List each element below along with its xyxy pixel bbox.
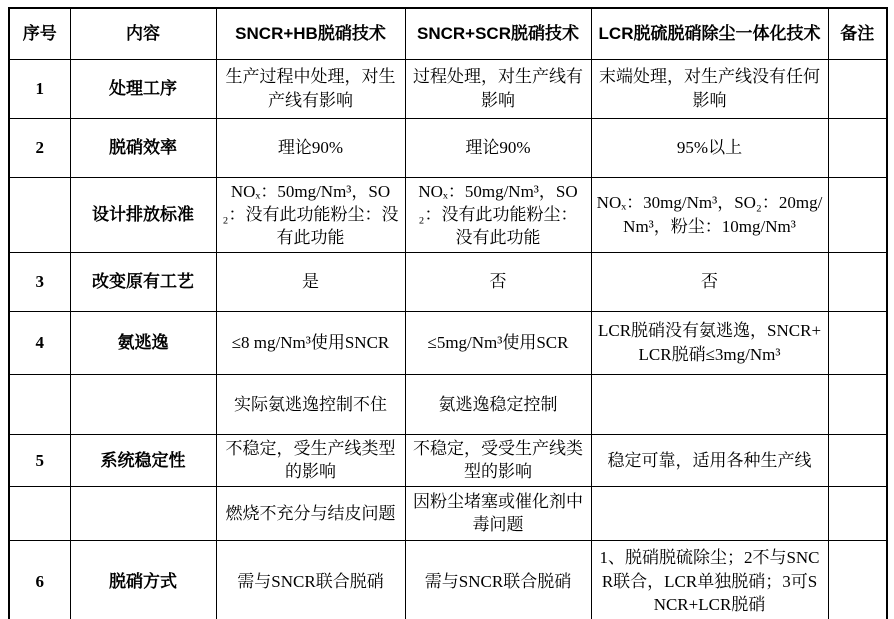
cell-no: 6 [9, 540, 70, 619]
cell-no [9, 374, 70, 434]
cell-sncr-scr: 否 [405, 252, 591, 311]
cell-lcr: 1、脱硝脱硫除尘；2不与SNCR联合，LCR单独脱硝；3可SNCR+LCR脱硝 [591, 540, 828, 619]
table-row [9, 486, 887, 540]
cell-no: 3 [9, 252, 70, 311]
table-row [9, 374, 887, 434]
col-header-item: 内容 [70, 8, 216, 59]
col-header-sncr-hb: SNCR+HB脱硝技术 [216, 8, 405, 59]
table-row [9, 311, 887, 374]
cell-lcr: 否 [591, 252, 828, 311]
cell-item [70, 486, 216, 540]
cell-note [828, 118, 887, 177]
cell-sncr-hb: 需与SNCR联合脱硝 [216, 540, 405, 619]
cell-sncr-hb: 理论90% [216, 118, 405, 177]
cell-sncr-hb: NOₓ：50mg/Nm³，SO₂：没有此功能粉尘：没有此功能 [216, 177, 405, 252]
cell-sncr-hb: 燃烧不充分与结皮问题 [216, 486, 405, 540]
cell-item: 系统稳定性 [70, 434, 216, 486]
cell-sncr-hb: 是 [216, 252, 405, 311]
cell-lcr: NOₓ：30mg/Nm³，SO₂：20mg/Nm³，粉尘：10mg/Nm³ [591, 177, 828, 252]
cell-sncr-scr: 需与SNCR联合脱硝 [405, 540, 591, 619]
cell-sncr-hb: 生产过程中处理，对生产线有影响 [216, 59, 405, 118]
cell-note [828, 311, 887, 374]
cell-sncr-scr: NOₓ：50mg/Nm³，SO₂：没有此功能粉尘：没有此功能 [405, 177, 591, 252]
col-header-sncr-scr: SNCR+SCR脱硝技术 [405, 8, 591, 59]
table-row [9, 252, 887, 311]
cell-sncr-scr: 氨逃逸稳定控制 [405, 374, 591, 434]
cell-note [828, 59, 887, 118]
cell-sncr-scr: 过程处理，对生产线有影响 [405, 59, 591, 118]
cell-lcr [591, 486, 828, 540]
col-header-no: 序号 [9, 8, 70, 59]
table-header-row [9, 8, 887, 59]
cell-sncr-scr: 不稳定，受受生产线类型的影响 [405, 434, 591, 486]
cell-note [828, 252, 887, 311]
cell-item: 处理工序 [70, 59, 216, 118]
cell-lcr [591, 374, 828, 434]
denitration-comparison-table [8, 7, 888, 619]
cell-lcr: 末端处理，对生产线没有任何影响 [591, 59, 828, 118]
cell-item: 脱硝方式 [70, 540, 216, 619]
cell-note [828, 540, 887, 619]
cell-no: 5 [9, 434, 70, 486]
cell-no: 2 [9, 118, 70, 177]
table-row [9, 177, 887, 252]
cell-no: 4 [9, 311, 70, 374]
cell-lcr: LCR脱硝没有氨逃逸，SNCR+LCR脱硝≤3mg/Nm³ [591, 311, 828, 374]
cell-item: 氨逃逸 [70, 311, 216, 374]
cell-note [828, 486, 887, 540]
cell-lcr: 稳定可靠，适用各种生产线 [591, 434, 828, 486]
cell-sncr-scr: 因粉尘堵塞或催化剂中毒问题 [405, 486, 591, 540]
table-row [9, 540, 887, 619]
cell-item: 脱硝效率 [70, 118, 216, 177]
cell-item: 改变原有工艺 [70, 252, 216, 311]
col-header-lcr: LCR脱硫脱硝除尘一体化技术 [591, 8, 828, 59]
cell-sncr-hb: ≤8 mg/Nm³使用SNCR [216, 311, 405, 374]
cell-no [9, 486, 70, 540]
table-row [9, 118, 887, 177]
table-row [9, 434, 887, 486]
cell-sncr-scr: ≤5mg/Nm³使用SCR [405, 311, 591, 374]
cell-note [828, 374, 887, 434]
cell-item [70, 374, 216, 434]
table-row [9, 59, 887, 118]
cell-item: 设计排放标准 [70, 177, 216, 252]
cell-sncr-hb: 不稳定，受生产线类型的影响 [216, 434, 405, 486]
cell-sncr-hb: 实际氨逃逸控制不住 [216, 374, 405, 434]
cell-note [828, 434, 887, 486]
cell-lcr: 95%以上 [591, 118, 828, 177]
col-header-note: 备注 [828, 8, 887, 59]
cell-sncr-scr: 理论90% [405, 118, 591, 177]
cell-note [828, 177, 887, 252]
cell-no: 1 [9, 59, 70, 118]
cell-no [9, 177, 70, 252]
